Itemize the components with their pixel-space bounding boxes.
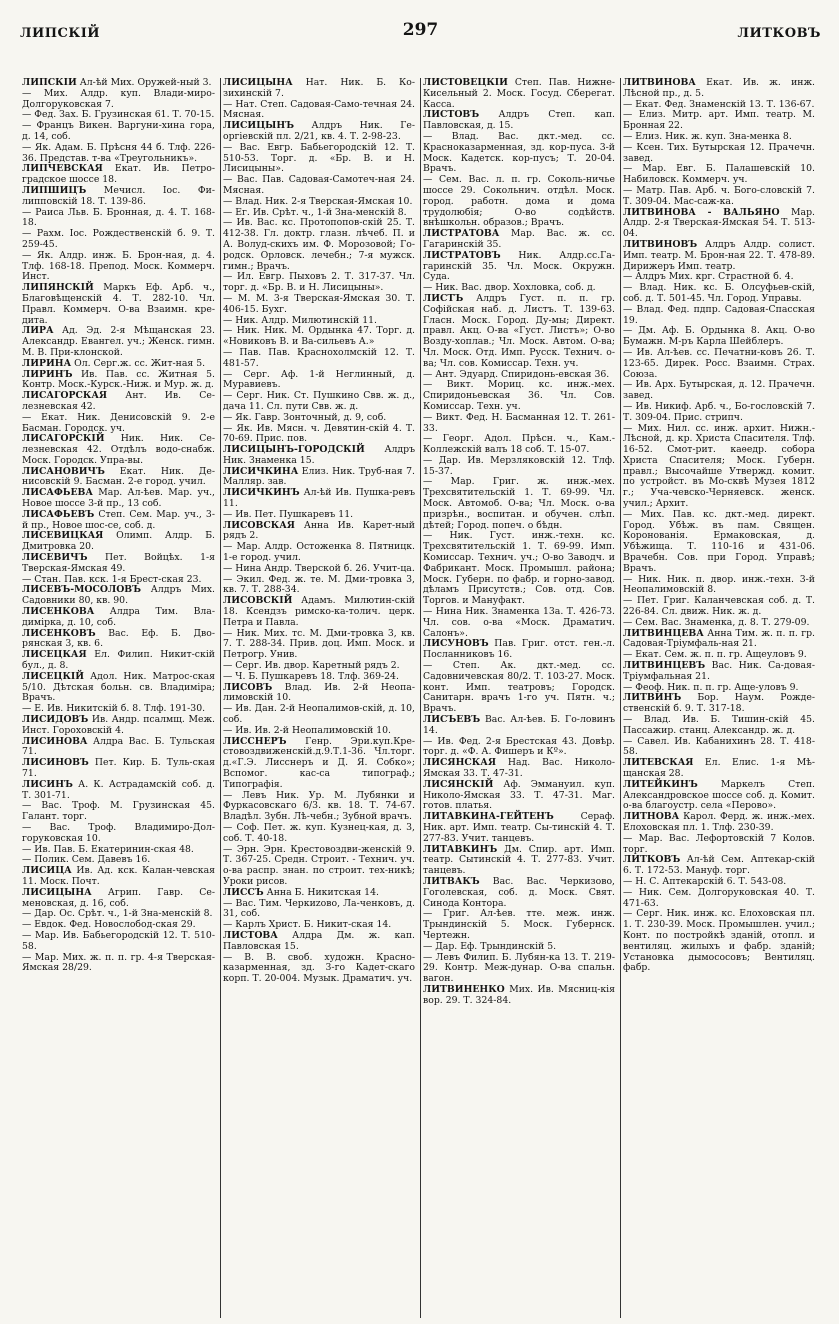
directory-entry: — Елиз. Ник. ж. куп. Зна-менка 8. — [623, 130, 792, 142]
directory-entry: — Влад. Ив. Б. Тишин-скій 45. Пассажир. станц. Александр. ж. д. — [623, 714, 815, 736]
directory-entry: — Нат. Степ. Садовая-Само-течная 24. Мясная. — [223, 98, 415, 121]
directory-entry: ЛИСОВЪ Влад. Ив. 2-й Неопа-лимовскій 10. — [223, 681, 415, 704]
directory-entry: ЛИТЕВСКАЯ Ел. Елис. 1-я Мѣ-щанская 28. — [623, 757, 815, 779]
directory-entry: ЛИТАВКИНЪ Дм. Спир. арт. Имп. театр. Сытинскій 4. Т. 277-83. Учит. танцевъ. — [423, 843, 615, 877]
directory-entry: — Францъ Викен. Варгуни-хина гора, д. 14, соб. — [22, 120, 215, 142]
directory-entry: — Ив. Никиф. Арб. ч., Бо-гословскій 7. Т. 309-04. Прис. стрипч. — [623, 400, 815, 423]
page-number: 297 — [402, 20, 439, 40]
directory-entry: ЛИРА Ад. Эд. 2-я Мѣщанская 23. Александр. Евангел. уч.; Женск. гимн. М. В. При-клонской. — [22, 325, 215, 358]
column-4 — [620, 78, 820, 1318]
directory-entry: ЛИСАГОРСКІЙ Ник. Ник. Се-лезневская 42. Отдѣлъ водо-снабж. Моск. Городск. Упра-вы. — [22, 433, 215, 466]
page-header — [20, 20, 821, 46]
directory-entry: ЛИСЕНКОВА Алдра Тим. Вла-димірка, д. 10, соб. — [22, 606, 215, 628]
directory-entry: — Ник. Густ. инж.-техн. кс. Трехсвятительскій 1. Т. 69-99. Имп. Комиссар. Технич. уч.; О-во Заводч. и Фабрикант. Моск. Промышл. района; Моск. Губерн. по фабр. и горно-завод. дѣламъ Присутств.; Сов. отд. Сов. Торгов. и Мануфакт. — [423, 530, 615, 607]
directory-entry: — Мар. Вас. Лефортовскій 7 Колов. торг. — [623, 832, 815, 855]
directory-entry: — Ив. Пав. Б. Екатеринин-ская 48. — [22, 843, 194, 855]
directory-entry: ЛИСТОВЕЦКІЙ Степ. Пав. Нижне-Кисельный 2. Моск. Госуд. Сберегат. Касса. — [423, 78, 615, 110]
directory-entry: ЛИСЯНСКІЙ Аф. Эммануил. куп. Николо-Ямская 33. Т. 47-31. Маг. готов. платья. — [423, 778, 615, 812]
directory-entry: ЛИПСКІЙ Ал-ѣй Мих. Оружей-ный 3. — [22, 78, 212, 88]
directory-entry: — Ник. Ник. п. двор. инж.-техн. 3-й Неопалимовскій 8. — [623, 573, 815, 596]
directory-entry: — Ник. Вас. двор. Хохловка, соб. д. — [423, 282, 596, 294]
directory-entry: — Ив. Пет. Пушкаревъ 11. — [223, 508, 354, 520]
directory-entry: ЛИТНОВА Карол. Ферд. ж. инж.-мех. Елоховская пл. 1. Тлф. 230-39. — [623, 811, 815, 833]
directory-entry: ЛИТВИНЦЕВА Анна Тим. ж. п. п. гр. Садовая-Тріумфаль-ная 21. — [623, 627, 815, 650]
directory-entry: ЛИРИНЪ Ив. Пав. сс. Житная 5. Контр. Моск.-Курск.-Ниж. и Мур. ж. д. — [22, 368, 215, 391]
directory-entry: ЛИПЯНСКІЙ Маркъ Еф. Арб. ч., Благовѣщенскій 4. Т. 282-10. Чл. Правл. Коммерч. О-ва Взаимн. кре-дита. — [22, 282, 215, 326]
directory-entry: — Феоф. Ник. п. п. гр. Аще-уловъ 9. — [623, 681, 799, 693]
directory-entry: ЛИСИЦЫНА Агрип. Гавр. Се-меновская, д. 16, соб. — [22, 886, 215, 909]
directory-entry: ЛИСИНЪ А. К. Астрадамскій соб. д. Т. 301-71. — [22, 778, 215, 801]
directory-entry: ЛИТВИНЪ Бор. Наум. Рожде-ственскій б. 9. Т. 317-18. — [623, 692, 815, 715]
directory-entry: — Вас. Пав. Садовая-Самотеч-ная 24. Мясная. — [223, 174, 415, 196]
directory-entry: ЛИСОВСКАЯ Анна Ив. Карет-ный рядъ 2. — [223, 519, 415, 542]
directory-entry: ЛИСАНОВИЧЪ Екат. Ник. Де-нисовскій 9. Басман. 2-е город. учил. — [22, 465, 215, 488]
directory-entry: ЛИСИДОВЪ Ив. Андр. псалмщ. Меж. Инст. Гороховскій 4. — [22, 714, 215, 736]
directory-entry: ЛИСЕЦКІЙ Адол. Ник. Матрос-ская 5/10. Дѣтская больн. св. Владиміра; Врачъ. — [22, 670, 215, 704]
column-3 — [420, 78, 620, 1318]
directory-entry: — Влад. Вас. дкт.-мед. сс. Красноказарменная, зд. кор-пуса. 3-й Моск. Кадетск. кор-пусъ; Т. 20-04. Врачъ. — [423, 130, 615, 175]
directory-entry: — Георг. Адол. Прѣсн. ч., Кам.-Коллежскій валъ 18 соб. Т. 15-07. — [423, 433, 615, 456]
directory-entry: — Левъ Филип. Б. Лубян-ка 13. Т. 219-29. Контр. Меж-дунар. О-ва спальн. вагон. — [423, 951, 615, 985]
directory-entry: — Экил. Фед. ж. те. М. Дми-тровка 3, кв. 7. Т. 288-34. — [223, 573, 415, 596]
column-2 — [220, 78, 420, 1318]
directory-entry: — Екат. Фед. Знаменскій 13. Т. 136-67. — [623, 98, 815, 110]
directory-entry: — Ег. Ив. Срѣт. ч., 1-й Зна-менскій 8. — [223, 206, 407, 218]
directory-entry: — Ив. Ив. 2-й Неопалимовскій 10. — [223, 724, 392, 736]
directory-entry: — Як. Адам. Б. Прѣсня 44 б. Тлф. 226-36. Представ. т-ва «Треугольникъ». — [22, 141, 215, 164]
directory-entry: ЛИСЕВИЧЪ Пет. Войцѣх. 1-я Тверская-Ямская 49. — [22, 552, 215, 574]
directory-entry: ЛИПШИЦЪ Мечисл. Іос. Фи-липповскій 18. Т. 139-86. — [22, 184, 215, 207]
directory-entry: — Як. Гавр. Зонточный, д. 9, соб. — [223, 411, 387, 423]
directory-entry: ЛИПЧЕВСКАЯ Екат. Ив. Петро-градское шоссе 18. — [22, 163, 215, 186]
directory-entry: — Нина Ник. Знаменка 13а. Т. 426-73. Чл. сов. о-ва «Моск. Драматич. Салонъ». — [423, 606, 615, 639]
directory-entry: — Серг. Ив. двор. Каретный рядъ 2. — [223, 660, 400, 672]
directory-entry: — Мар. Евг. Б. Палашевскій 10. Набиловск. Коммерч. уч. — [623, 163, 815, 186]
directory-entry: — Ксен. Тих. Бутырская 12. Прачечн. завед. — [623, 141, 815, 164]
directory-entry: — Ник. Сем. Долгоруковская 40. Т. 471-63. — [623, 886, 815, 909]
directory-entry: — Нина Андр. Тверской б. 26. Учит-ца. — [223, 562, 415, 574]
directory-entry: ЛИТЕЙКИНЪ Маркелъ Степ. Александровское шоссе соб. д. Комит. о-ва благоустр. села «Перово». — [623, 778, 815, 812]
directory-entry: — Сем. Вас. Знаменка, д. 8. Т. 279-09. — [623, 616, 810, 628]
directory-entry: — Григ. Ал-ѣев. тте. меж. инж. Трындинскій 5. Моск. Губернск. Чертежн. — [423, 908, 615, 941]
directory-entry: ЛИСАФЬЕВЪ Степ. Сем. Мар. уч., 3-й пр., Новое шос-се, соб. д. — [22, 508, 215, 531]
directory-entry: ЛИСТОВЪ Алдръ Степ. кап. Павловская, д. 15. — [423, 109, 615, 132]
directory-entry: — Пав. Пав. Краснохолмскій 12. Т. 481-57. — [223, 346, 415, 369]
directory-entry: ЛИТВИНЕНКО Мих. Ив. Мясниц-кія вор. 29. Т. 324-84. — [423, 983, 615, 1006]
directory-entry: — Эрн. Эрн. Крестовоздви-женскій 9. Т. 367-25. Средн. Строит. - Технич. уч. о-ва распр. знан. по строит. тех-никѣ; Уроки рисов. — [223, 843, 415, 887]
directory-entry: — Ант. Эдуард. Спиридонь-евская 36. — [423, 368, 610, 380]
directory-entry: ЛИСИЧКИНЪ Ал-ѣй Ив. Пушка-ревъ 11. — [223, 487, 415, 510]
directory-entry: ЛИСТОВА Алдра Дм. ж. кап. Павловская 15. — [223, 929, 415, 952]
directory-entry: — Вас. Троф. М. Грузинская 45. Галант. торг. — [22, 800, 215, 823]
directory-entry: — Фед. Зах. Б. Грузинская 61. Т. 70-15. — [22, 109, 215, 121]
directory-entry: — Вас. Тим. Черкиzово, Ла-ченковъ, д. 31, соб. — [223, 897, 415, 920]
directory-entry: — Ник. Ник. М. Ордынка 47. Торг. д. «Новиковъ В. и Ва-сильевъ А.» — [223, 325, 415, 348]
directory-entry: — Ив. Дан. 2-й Неопалимов-скій, д. 10, соб. — [223, 703, 415, 726]
directory-entry: — Алдръ Мих. крг. Страстной б. 4. — [623, 271, 794, 283]
directory-entry: ЛИТКОВЪ Ал-ѣй Сем. Аптекар-скій 6. Т. 172-53. Мануф. торг. — [623, 854, 815, 877]
directory-entry: ЛИСОВСКІЙ Адамъ. Милютин-скій 18. Ксендзъ римско-ка-толич. церк. Петра и Павла. — [223, 595, 415, 628]
directory-entry: ЛИССЪ Анна Б. Никитская 14. — [223, 886, 379, 898]
directory-entry: — Дар. Ос. Срѣт. ч., 1-й Зна-менскій 8. — [22, 908, 213, 920]
directory-entry: — Ник. Алдр. Милютинскій 11. — [223, 314, 377, 326]
directory-entry: ЛИТВИНОВА Екат. Ив. ж. инж. Лѣсной пр., д. 5. — [623, 78, 815, 99]
directory-entry: — Ч. Б. Пушкаревъ 18. Тлф. 369-24. — [223, 670, 399, 682]
directory-entry: — Ив. Вас. кс. Протопопов-скій 25. Т. 412-38. Гл. доктр. глазн. лѣчеб. П. и А. Волуд-скихъ им. Ф. Морозовой; Го-родск. Орловск. лечебн.; 7-я мужск. гимн.; Врачъ. — [223, 217, 415, 272]
directory-entry: — Влад. Ник. 2-я Тверская-Ямская 10. — [223, 195, 413, 207]
directory-entry: — Карлъ Христ. Б. Никит-ская 14. — [223, 919, 392, 931]
directory-entry: ЛИРИНА Ол. Серг.ж. сс. Жит-ная 5. — [22, 357, 206, 369]
directory-entry: — Як. Алдр. инж. Б. Брон-ная, д. 4. Тлф. 168-18. Препод. Моск. Коммерч. Инст. — [22, 249, 215, 283]
directory-entry: ЛИСЪЕВЪ Вас. Ал-ѣев. Б. Го-ловинъ 14. — [423, 714, 615, 736]
directory-entry: ЛИСИЦЫНА Нат. Ник. Б. Ко-зихинскій 7. — [223, 78, 415, 99]
directory-entry: — Серг. Ник. инж. кс. Елоховская пл. 1. Т. 230-39. Моск. Промышлен. учил.; Конт. по постройкѣ зданій, отопл. и вентиляц. жилыхъ и фабр. зданій; Установка дымососовъ; Вентиляц. фабр. — [623, 908, 815, 974]
directory-entry: — Е. Ив. Никитскій б. 8. Тлф. 191-30. — [22, 703, 206, 715]
directory-entry: ЛИСИЦА Ив. Ад. кск. Калан-чевская 11. Моск. Почт. — [22, 865, 215, 887]
directory-entry: — Серг. Ник. Ст. Пушкино Свв. ж. д., дача 11. Сл. пути Свв. ж. д. — [223, 390, 415, 412]
directory-entry: — Мар. Григ. ж. инж.-мех. Трехсвятительскій 1. Т. 69-99. Чл. Моск. Автомоб. О-ва; Чл. Моск. о-ва призрѣн., воспитан. и обучен. слѣп. дѣтей; Город. попеч. о бѣдн. — [423, 476, 615, 531]
directory-entry: ЛИСИЦЫНЪ Алдръ Ник. Ге-оргіевскій пл. 2/21, кв. 4. Т. 2-98-23. — [223, 120, 415, 142]
directory-entry: ЛИСЕНКОВЪ Вас. Еф. Б. Дво-рянская 3, кв. 6. — [22, 627, 215, 650]
directory-entry: ЛИСЕВИЦКАЯ Олимп. Алдр. Б. Дмитровка 20. — [22, 530, 215, 553]
directory-entry: — Савел. Ив. Кабанихинъ 28. Т. 418-58. — [623, 735, 815, 758]
directory-entry: ЛИСТРАТОВЪ Ник. Алдр.сс.Га-гаринскій 35. Чл. Моск. Окружн. Суда. — [423, 249, 615, 283]
directory-entry: ЛИТВИНОВА - ВАЛЬЯНО Мар. Алдр. 2-я Тверская-Ямская 54. Т. 513-04. — [623, 206, 815, 240]
directory-entry: — В. В. своб. художн. Красно-казарменная, зд. 3-го Кадет-скаго корп. Т. 20-004. Музык. Драматич. уч. — [223, 951, 415, 985]
directory-entry: — Мих. Пав. кс. дкт.-мед. директ. Город. Убѣж. въ пам. Священ. Коронованія. Ермаковская, д. Убѣжища. Т. 110-16 и 431-06. Врачебн. Сов. при Город. Управѣ; Врачъ. — [623, 508, 815, 574]
directory-entry: — Левъ Ник. Ур. М. Лубянки и Фуркасовскаго 6/3. кв. 18. Т. 74-67. Владѣл. Зубн. Лѣ-чебн.; Зубной врачъ. — [223, 789, 415, 823]
directory-entry: — Матр. Пав. Арб. ч. Бого-словскій 7. Т. 309-04. Мас-саж-ка. — [623, 184, 815, 207]
directory-entry: — Ив. Арх. Бутырская, д. 12. Прачечн. завед. — [623, 379, 815, 402]
directory-entry: — Дар. Ив. Мерзляковскій 12. Тлф. 15-37. — [423, 454, 615, 477]
directory-entry: — Вас. Троф. Владимиро-Дол-горуковская 10. — [22, 821, 215, 844]
directory-entry: ЛИСУНОВЪ Пав. Григ. отст. ген.-л. Посланниковъ 16. — [423, 638, 615, 661]
directory-entry: — Сем. Вас. л. п. гр. Соколь-ничье шоссе 29. Сокольнич. отдѣл. Моск. город. работн. дома и дома трудолюбія; О-во содѣйств. внѣшкольн. образов.; Врачъ. — [423, 174, 615, 229]
directory-entry: — Мар. Ив. Бабьегородскій 12. Т. 510-58. — [22, 929, 215, 952]
directory-entry: — Соф. Пет. ж. куп. Кузнец-кая, д. 3, соб. Т. 40-18. — [223, 821, 415, 844]
directory-entry: — Ив. Ал-ѣев. сс. Печатни-ковъ 26. Т. 123-65. Дирек. Росс. Взаимн. Страх. Союза. — [623, 346, 815, 380]
directory-entry: — Ил. Евгр. Пыховъ 2. Т. 317-37. Чл. торг. д. «Бр. В. и Н. Лисицыны». — [223, 271, 415, 294]
directory-entry: ЛИСЯНСКАЯ Над. Вас. Николо-Ямская 33. Т. 47-31. — [423, 757, 615, 779]
directory-columns — [20, 78, 821, 1318]
directory-entry: — Ник. Мих. тс. М. Дми-тровка 3, кв. 7. Т. 288-34. Прив. доц. Имп. Моск. и Петрогр. Унив. — [223, 627, 415, 661]
directory-entry: ЛИСИНОВА Алдра Вас. Б. Тульская 71. — [22, 735, 215, 758]
directory-entry: — Ив. Фед. 2-я Брестская 43. Довѣр. торг. д. «Ф. А. Фишеръ и Кº». — [423, 735, 615, 758]
directory-entry: ЛИСТЪ Алдръ Густ. п. п. гр. Софійская наб. д. Листъ. Т. 139-63. Гласн. Моск. Город. Ду-мы; Директ. правл. Акц. О-ва «Густ. Листъ»; О-во Возду-хоплав.; Чл. Моск. Автом. О-ва; Чл. Моск. Отд. Имп. Русск. Технич. о-ва; Чл. сов. Комиссар. Техн. уч. — [423, 292, 615, 369]
directory-entry: — Рахм. Іос. Рождественскій б. 9. Т. 259-45. — [22, 228, 215, 250]
directory-entry: ЛИСЕВЪ-МОСОЛОВЪ Алдръ Мих. Садовники 80, кв. 90. — [22, 584, 215, 607]
directory-entry: — Як. Ив. Мясн. ч. Девятин-скій 4. Т. 70-69. Прис. пов. — [223, 422, 415, 445]
directory-entry: — Екат. Сем. ж. п. п. гр. Ащеуловъ 9. — [623, 649, 807, 661]
directory-entry: ЛИСАФЬЕВА Мар. Ал-ѣев. Мар. уч., Новое шоссе 3-й пр., 13 соб. — [22, 487, 215, 510]
directory-entry: — Мар. Мих. ж. п. п. гр. 4-я Тверская-Ямская 28/29. — [22, 951, 215, 974]
directory-entry: — Мар. Алдр. Остоженка 8. Пятницк. 1-е город. учил. — [223, 541, 415, 564]
directory-entry: ЛИТАВКИНА-ГЕЙТЕНЪ Сераф. Ник. арт. Имп. театр. Сы-тинскій 4. Т. 277-83. Учит. танцевъ. — [423, 811, 615, 844]
running-head-right: ЛИТКОВЪ — [737, 26, 821, 41]
directory-entry: — Екат. Ник. Денисовскій 9. 2-е Басман. Городск. уч. — [22, 411, 215, 434]
directory-entry: ЛИСТРАТОВА Мар. Вас. ж. сс. Гагаринскій 35. — [423, 228, 615, 250]
directory-entry: — Н. С. Аптекарскій 6. Т. 543-08. — [623, 875, 787, 887]
directory-entry: — Пет. Григ. Каланчевская соб. д. Т. 226-84. Сл. движ. Ник. ж. д. — [623, 595, 815, 618]
directory-entry: — Степ. Ак. дкт.-мед. сс. Садовничевская 80/2. Т. 103-27. Моск. конт. Имп. театровъ; Городск. Санитарн. врачъ 1-го уч. Пятн. ч.; Врачъ. — [423, 660, 615, 715]
directory-entry: — Мих. Нил. сс. инж. архит. Нижн.-Лѣсной, д. кр. Христа Спасителя. Тлф. 16-52. Смот-рит. каѳедр. собора Христа Спасителя; Моск. Губерн. правл.; Высочайше Утвержд. комит. по устройст. въ Мо-сквѣ Музея 1812 г.; Уча-чевско-Черняевск. женск. учил.; Архит. — [623, 422, 815, 510]
directory-entry: — Викт. Мориц. кс. инж.-мех. Спиридоньевская 36. Чл. Сов. Комиссар. Техн. уч. — [423, 379, 615, 412]
directory-entry: — Дм. Аф. Б. Ордынка 8. Акц. О-во Бумажн. М-ръ Карла Шейблеръ. — [623, 325, 815, 348]
directory-entry: ЛИСИЦЫНЪ-ГОРОДСКІЙ Алдръ Ник. Знаменка 15. — [223, 444, 415, 466]
directory-entry: ЛИССНЕРЪ Генр. Эри.куп.Кре-стовоздвиженскій.д.9.Т.1-36. Чл.торг. д.«Г.Э. Лисснеръ и Д. Я. Собко»; Вспомог. кас-са типограф.; Типографія. — [223, 735, 415, 790]
directory-entry: — Викт. Фед. Н. Басманная 12. Т. 261-33. — [423, 411, 615, 434]
running-head-left: ЛИПСКІЙ — [20, 26, 101, 41]
directory-entry: ЛИСИНОВЪ Пет. Кир. Б. Туль-ская 71. — [22, 757, 215, 779]
column-1 — [20, 78, 220, 1318]
directory-entry: — Влад. Ник. кс. Б. Олсуфьев-скій, соб. д. Т. 501-45. Чл. Город. Управы. — [623, 282, 815, 304]
directory-entry: ЛИСЕЦКАЯ Ел. Филип. Никит-скій бул., д. 8. — [22, 649, 215, 672]
directory-entry: — Дар. Еф. Трындинскій 5. — [423, 940, 557, 952]
directory-entry: — Елиз. Митр. арт. Имп. театр. М. Бронная 22. — [623, 109, 815, 132]
directory-entry: ЛИТВАКЪ Вас. Вас. Черкизово, Гоголевская, соб. д. Моск. Свят. Синода Контора. — [423, 875, 615, 909]
directory-entry: — Серг. Аф. 1-й Неглинный, д. Муравиевъ. — [223, 368, 415, 391]
directory-entry: — Полик. Сем. Давевъ 16. — [22, 854, 151, 866]
directory-entry: — М. М. 3-я Тверская-Ямская 30. Т. 406-15. Бухг. — [223, 292, 415, 315]
directory-entry: ЛИСИЧКИНА Елиз. Ник. Труб-ная 7. Малляр. зав. — [223, 465, 415, 488]
directory-entry: ЛИСАГОРСКАЯ Ант. Ив. Се-лезневская 42. — [22, 390, 215, 412]
directory-entry: ЛИТВИНОВЪ Алдръ Алдр. солист. Имп. театр. М. Брон-ная 22. Т. 478-89. Дирижеръ Имп. театр. — [623, 238, 815, 272]
directory-entry: — Вас. Евгр. Бабьегородскій 12. Т. 510-53. Торг. д. «Бр. В. и Н. Лисицыны». — [223, 141, 415, 175]
directory-entry: — Стан. Пав. кск. 1-я Брест-ская 23. — [22, 573, 202, 585]
directory-entry: ЛИТВИНЦЕВЪ Вас. Ник. Са-довая-Тріумфальная 21. — [623, 660, 815, 682]
directory-entry: — Евдок. Фед. Новослобод-ская 29. — [22, 919, 196, 931]
directory-entry: — Мих. Алдр. куп. Влади-миро-Долгоруковская 7. — [22, 87, 215, 110]
directory-entry: — Раиса Льв. Б. Бронная, д. 4. Т. 168-18. — [22, 206, 215, 229]
directory-entry: — Влад. Фед. пдпр. Садовая-Спасская 19. — [623, 303, 815, 326]
